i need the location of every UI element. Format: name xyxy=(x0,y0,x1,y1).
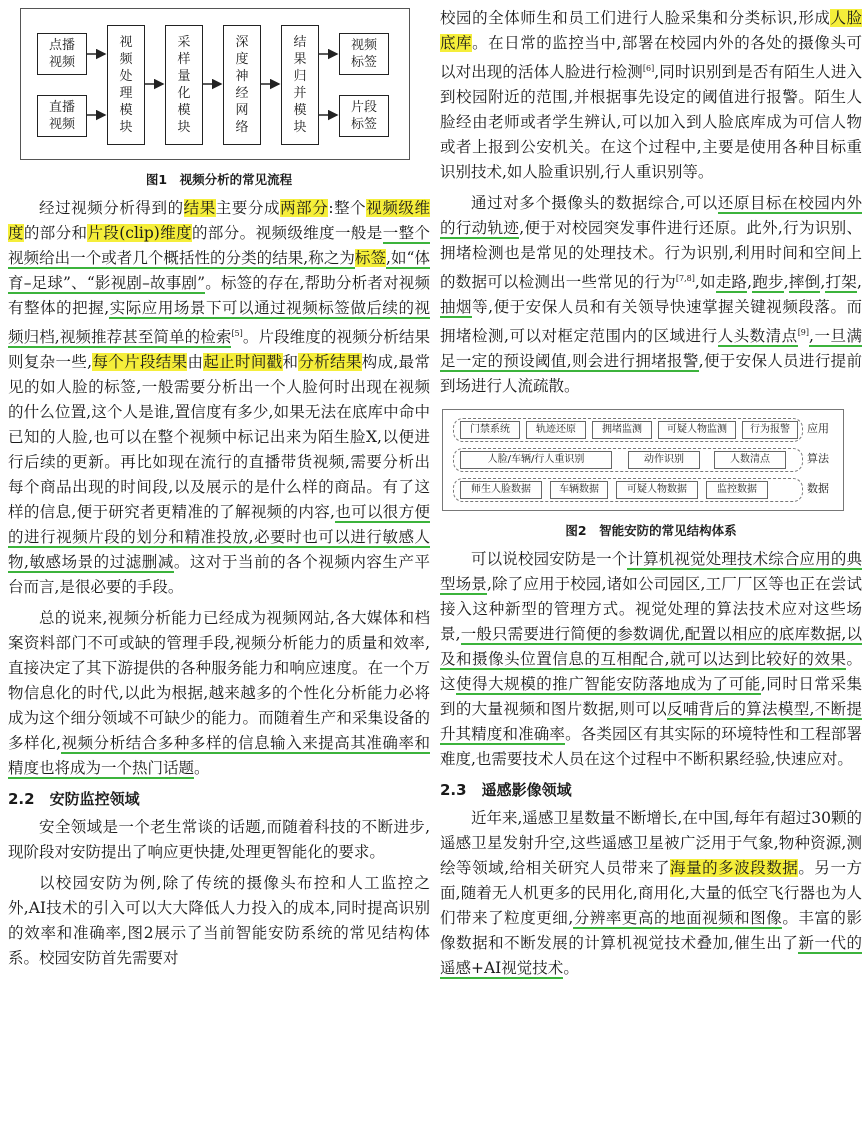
box-deep-neural-network: 深 度 神 经 网 络 xyxy=(223,25,261,145)
paragraph-campus-scenario: 可以说校园安防是一个计算机视觉处理技术综合应用的典型场景,除了应用于校园,诸如公司园区,工厂厂区等也正在尝试接入这种新型的管理方式。视觉处理的算法技术应对这些场景,一般只需要进行简便的参数调优,配置以相应的底库数据,以及和摄像头位置信息的互相配合,就可以达到比较好的效果。这使得大规模的推广智能安防落地成为了可能,同时日常采集到的大量视频和图片数据,则可以反哺背后的算法模型,不断提升其精度和准确率。各类园区有其实际的环境特性和工程部署难度,也需要技术人员在这个过程中不断积累经验,快速应对。 xyxy=(440,550,862,769)
right-column xyxy=(440,0,862,1144)
paragraph-video-analysis-results: 经过视频分析得到的结果主要分成两部分:整个视频级维度的部分和片段(clip)维度的部分。视频级维度一般是一整个视频给出一个或者几个概括性的分类的结果,称之为标签,如“体育–足球”、“影视剧–故事剧”。标签的存在,帮助分析者对视频有整体的把握,实际应用场景下可以通过视频标签做后续的视频归档,视频推荐甚至简单的检索[5]。片段维度的视频分析结果则复杂一些,每个片段结果由起止时间戳和分析结果构成,最常见的如人脸的标签,一般需要分析出一个人脸何时出现在视频的什么位置,这个人是谁,置信度有多少,如果无法在底库中命中已知的人脸,也可以在整个视频中标记出来为陌生脸X,以便进行后续的更新。再比如现在流行的直播带货视频,需要分析出每个商品出现的时间段,以及展示的是什么样的商品。有了这样的信息,便于研究者更精准的了解视频的内容,也可以很方便的进行视频片段的划分和精准投放,必要时也可以进行敏感人物,敏感场景的过滤删减。这对于当前的各个视频内容生产平台而言,是很必要的手段。 xyxy=(8,199,430,597)
cell-face-data: 师生人脸数据 xyxy=(460,481,542,499)
left-column xyxy=(8,0,430,1144)
box-result-merge: 结 果 归 并 模 块 xyxy=(281,25,319,145)
section-heading-security: 2.2 安防监控领域 xyxy=(8,790,140,809)
box-live-video: 直播 视频 xyxy=(37,95,87,137)
box-sampling-quantization: 采 样 量 化 模 块 xyxy=(165,25,203,145)
cell-trajectory-restore: 轨迹还原 xyxy=(526,421,586,439)
paragraph-summary: 总的说来,视频分析能力已经成为视频网站,各大媒体和档案资料部门不可或缺的管理手段,视频分析能力的质量和效率,直接决定了其下游提供的各种服务能力和响应速度。在一个万物信息化的时代,以此为根据,越来越多的个性化分析能力必将成为这个细分领域不可缺少的能力。而随着生产和采集设备的多样化,视频分析结合多种多样的信息输入来提高其准确率和精度也将成为一个热门话题。 xyxy=(8,609,430,778)
cell-surveillance-data: 监控数据 xyxy=(706,481,768,499)
box-video-processing: 视 频 处 理 模 块 xyxy=(107,25,145,145)
section-heading-remote-sensing: 2.3 遥感影像领域 xyxy=(440,781,572,800)
paragraph-face-library: 校园的全体师生和员工们进行人脸采集和分类标识,形成人脸底库。在日常的监控当中,部署在校园内外的各处的摄像头可以对出现的活体人脸进行检测[6],同时识别到是否有陌生人进入到校园附近的范围,并根据事先设定的阈值进行报警。陌生人脸经由老师或者学生辨认,可以加入到人脸底库成为可信人物或者上报到公安机关。在这个过程中,主要是使用各种目标重识别技术,如人脸重识别,行人重识别等。 xyxy=(440,9,862,182)
cell-behavior-alarm: 行为报警 xyxy=(742,421,798,439)
label-application: 应用 xyxy=(807,422,829,436)
paragraph-security-intro: 安全领域是一个老生常谈的话题,而随着科技的不断进步,现阶段对安防提出了响应更快捷,处理更智能化的要求。 xyxy=(8,818,430,862)
box-vod-video: 点播 视频 xyxy=(37,33,87,75)
paragraph-trajectory-behavior: 通过对多个摄像头的数据综合,可以还原目标在校园内外的行动轨迹,便于对校园突发事件进行还原。此外,行为识别、拥堵检测也是常见的处理技术。行为识别,利用时间和空间上的数据可以检测出一些常见的行为[7,8],如走路,跑步,摔倒,打架,抽烟等,便于安保人员和有关领导快速掌握关键视频段落。而拥堵检测,可以对框定范围内的区域进行人头数清点[9],一旦满足一定的预设阈值,则会进行拥堵报警,便于安保人员进行提前到场进行人流疏散。 xyxy=(440,194,862,396)
cell-suspect-monitor: 可疑人物监测 xyxy=(658,421,736,439)
box-clip-tag: 片段 标签 xyxy=(339,95,389,137)
paragraph-campus-security: 以校园安防为例,除了传统的摄像头布控和人工监控之外,AI技术的引入可以大大降低人力投入的成本,同时提高识别的效率和准确率,图2展示了当前智能安防系统的常见结构体系。校园安防首先需要对 xyxy=(8,874,430,968)
paragraph-remote-sensing: 近年来,遥感卫星数量不断增长,在中国,每年有超过30颗的遥感卫星发射升空,这些遥感卫星被广泛用于气象,物种资源,测绘等领域,给相关研究人员带来了海量的多波段数据。另一方面,随着无人机更多的民用化,商用化,大量的低空飞行器也为人们带来了粒度更细,分辨率更高的地面视频和图像。丰富的影像数据和不断发展的计算机视觉技术叠加,催生出了新一代的遥感+AI视觉技术。 xyxy=(440,809,863,978)
row-data xyxy=(453,478,803,502)
cell-action-recognition: 动作识别 xyxy=(628,451,700,469)
cell-reid: 人脸/车辆/行人重识别 xyxy=(460,451,612,469)
label-algorithm: 算法 xyxy=(807,452,829,466)
cell-vehicle-data: 车辆数据 xyxy=(550,481,608,499)
box-video-tag: 视频 标签 xyxy=(339,33,389,75)
cell-suspect-data: 可疑人物数据 xyxy=(616,481,698,499)
cell-access-control: 门禁系统 xyxy=(460,421,520,439)
cell-congestion-monitor: 拥堵监测 xyxy=(592,421,652,439)
figure-2-architecture xyxy=(442,409,844,511)
figure-1-caption: 图1 视频分析的常见流程 xyxy=(145,172,293,187)
label-data: 数据 xyxy=(807,482,829,496)
row-application xyxy=(453,418,803,442)
figure-1-flowchart xyxy=(20,8,410,160)
cell-head-count: 人数清点 xyxy=(714,451,786,469)
figure-2-caption: 图2 智能安防的常见结构体系 xyxy=(565,523,737,539)
row-algorithm xyxy=(453,448,803,472)
